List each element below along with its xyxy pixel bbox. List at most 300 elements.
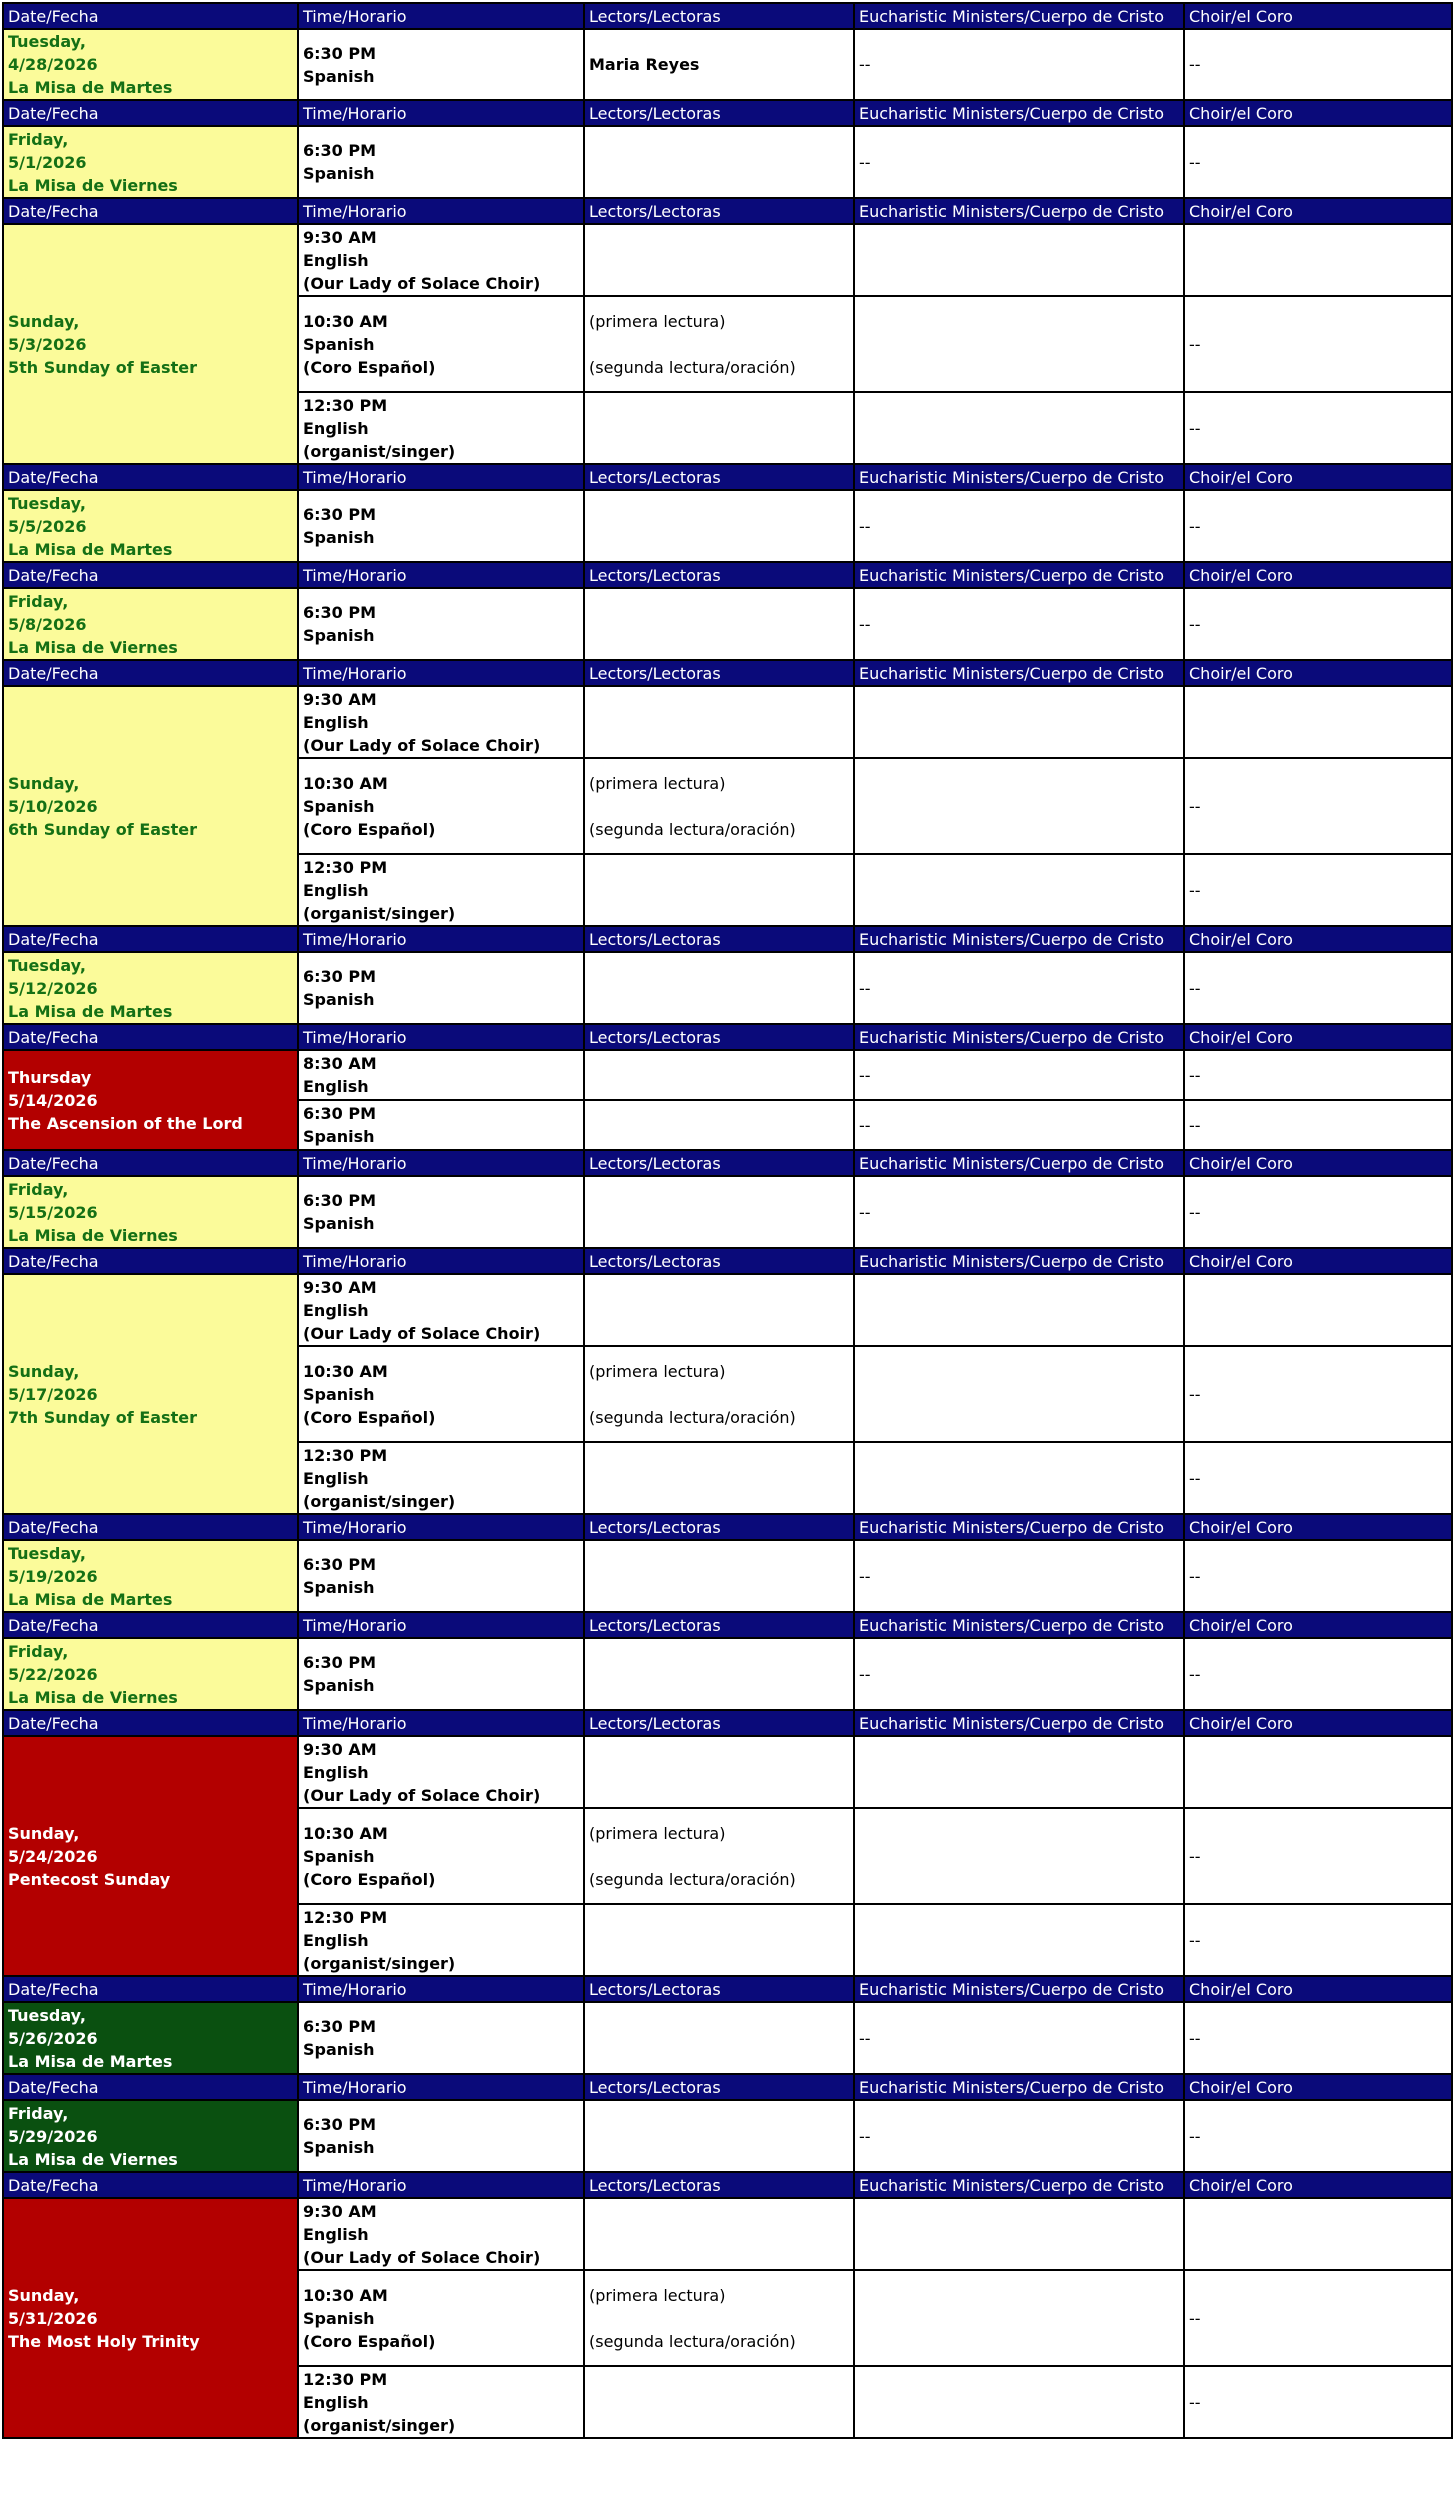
lectors-line [589,333,849,356]
header-lectors: Lectors/Lectoras [584,3,854,29]
header-date: Date/Fecha [3,1612,298,1638]
time-line: (Coro Español) [303,2331,436,2351]
eucharistic-ministers-cell[interactable] [854,296,1184,392]
header-eucharistic-ministers: Eucharistic Ministers/Cuerpo de Cristo [854,1710,1184,1736]
date-line: Thursday [8,1067,92,1087]
eucharistic-ministers-cell[interactable] [854,1904,1184,1976]
header-time: Time/Horario [298,3,584,29]
header-time: Time/Horario [298,464,584,490]
date-line: The Most Holy Trinity [8,2331,200,2351]
mass-row [3,1050,1452,1100]
choir-cell[interactable]: -- [1184,490,1452,562]
lectors-cell[interactable] [584,2366,854,2438]
time-line: English [303,712,369,732]
lectors-line: (segunda lectura/oración) [589,1407,796,1427]
eucharistic-ministers-cell[interactable]: -- [854,126,1184,198]
lectors-cell[interactable] [584,1736,854,1808]
eucharistic-ministers-cell[interactable]: -- [854,1540,1184,1612]
header-eucharistic-ministers: Eucharistic Ministers/Cuerpo de Cristo [854,100,1184,126]
date-cell [3,1736,298,1976]
time-line: (Our Lady of Solace Choir) [303,735,541,755]
header-lectors: Lectors/Lectoras [584,1976,854,2002]
date-line: 5th Sunday of Easter [8,357,197,377]
date-cell [3,686,298,926]
eucharistic-ministers-cell[interactable] [854,1274,1184,1346]
date-cell [3,2002,298,2074]
eucharistic-ministers-cell[interactable] [854,1736,1184,1808]
eucharistic-ministers-cell[interactable]: -- [854,952,1184,1024]
choir-cell[interactable]: -- [1184,1050,1452,1100]
time-line: Spanish [303,528,375,547]
header-lectors: Lectors/Lectoras [584,1710,854,1736]
date-line: 5/8/2026 [8,614,87,634]
lectors-cell[interactable] [584,2002,854,2074]
date-line: Tuesday, [8,1543,86,1563]
header-choir: Choir/el Coro [1184,100,1452,126]
lectors-cell[interactable] [584,1904,854,1976]
header-eucharistic-ministers: Eucharistic Ministers/Cuerpo de Cristo [854,562,1184,588]
header-date: Date/Fecha [3,562,298,588]
date-cell [3,2198,298,2438]
header-lectors: Lectors/Lectoras [584,1248,854,1274]
choir-cell[interactable]: -- [1184,1638,1452,1710]
time-cell [298,2366,584,2438]
time-line: English [303,418,369,438]
time-cell [298,1346,584,1442]
lectors-cell[interactable] [584,392,854,464]
date-line: Friday, [8,2103,69,2123]
lectors-cell[interactable] [584,2270,854,2366]
date-line: La Misa de Martes [8,78,173,97]
choir-cell[interactable]: -- [1184,1100,1452,1150]
eucharistic-ministers-cell[interactable]: -- [854,1050,1184,1100]
time-line: 12:30 PM [303,1445,388,1465]
header-row [3,100,1452,126]
date-cell [3,224,298,464]
mass-row [3,224,1452,296]
header-choir: Choir/el Coro [1184,2172,1452,2198]
header-date: Date/Fecha [3,2074,298,2100]
time-line: Spanish [303,2138,375,2157]
eucharistic-ministers-cell[interactable]: -- [854,1638,1184,1710]
lectors-cell[interactable] [584,2100,854,2172]
time-line: 10:30 AM [303,2285,388,2305]
header-lectors: Lectors/Lectoras [584,464,854,490]
time-cell [298,2270,584,2366]
date-cell [3,29,298,100]
header-lectors: Lectors/Lectoras [584,1024,854,1050]
date-line: La Misa de Martes [8,1001,173,1021]
header-date: Date/Fecha [3,198,298,224]
header-eucharistic-ministers: Eucharistic Ministers/Cuerpo de Cristo [854,926,1184,952]
time-line: English [303,1468,369,1488]
eucharistic-ministers-cell[interactable]: -- [854,588,1184,660]
choir-cell[interactable]: -- [1184,1346,1452,1442]
date-line: 5/15/2026 [8,1202,98,1222]
header-lectors: Lectors/Lectoras [584,1514,854,1540]
header-choir: Choir/el Coro [1184,198,1452,224]
lectors-cell[interactable] [584,1808,854,1904]
time-line: Spanish [303,796,375,816]
time-line: 6:30 PM [303,1104,377,1123]
date-line: Friday, [8,1641,69,1661]
choir-cell[interactable]: -- [1184,952,1452,1024]
lectors-cell[interactable] [584,1540,854,1612]
header-time: Time/Horario [298,2074,584,2100]
date-line: Sunday, [8,1823,80,1843]
time-line: Spanish [303,1846,375,1866]
header-eucharistic-ministers: Eucharistic Ministers/Cuerpo de Cristo [854,660,1184,686]
header-choir: Choir/el Coro [1184,1710,1452,1736]
header-row [3,1612,1452,1638]
header-row [3,1514,1452,1540]
choir-cell[interactable]: -- [1184,2366,1452,2438]
date-line: La Misa de Viernes [8,1225,178,1245]
time-line: (Our Lady of Solace Choir) [303,2247,541,2267]
mass-row [3,2100,1452,2172]
lectors-line: (primera lectura) [589,311,726,331]
mass-row [3,2198,1452,2270]
date-line: Tuesday, [8,955,86,975]
date-line: La Misa de Martes [8,1589,173,1609]
time-cell [298,296,584,392]
header-row [3,926,1452,952]
lectors-line: (segunda lectura/oración) [589,357,796,377]
time-line: 9:30 AM [303,1739,377,1759]
mass-row [3,1736,1452,1808]
date-line: Tuesday, [8,32,86,51]
lectors-cell[interactable] [584,758,854,854]
date-line: 5/17/2026 [8,1384,98,1404]
mass-row [3,1274,1452,1346]
header-row [3,464,1452,490]
lectors-cell[interactable] [584,952,854,1024]
lectors-cell[interactable] [584,588,854,660]
time-line: 12:30 PM [303,395,388,415]
header-time: Time/Horario [298,1024,584,1050]
time-line: 6:30 PM [303,43,377,63]
date-cell [3,1050,298,1150]
lectors-line [589,795,849,818]
date-line: 5/1/2026 [8,152,87,172]
time-line: English [303,1930,369,1950]
lectors-line: (segunda lectura/oración) [589,2331,796,2351]
choir-cell[interactable]: -- [1184,296,1452,392]
header-eucharistic-ministers: Eucharistic Ministers/Cuerpo de Cristo [854,1248,1184,1274]
eucharistic-ministers-cell[interactable] [854,392,1184,464]
time-line: (Coro Español) [303,1869,436,1889]
header-row [3,1976,1452,2002]
eucharistic-ministers-cell[interactable] [854,224,1184,296]
time-line: Spanish [303,164,375,183]
time-line: 9:30 AM [303,2201,377,2221]
choir-cell[interactable]: -- [1184,1540,1452,1612]
header-date: Date/Fecha [3,660,298,686]
time-cell [298,1176,584,1248]
header-date: Date/Fecha [3,464,298,490]
time-line: Spanish [303,66,375,86]
choir-cell[interactable] [1184,224,1452,296]
lectors-cell[interactable] [584,29,854,100]
choir-cell[interactable]: -- [1184,758,1452,854]
time-line: 6:30 PM [303,603,377,622]
header-choir: Choir/el Coro [1184,1248,1452,1274]
time-line: (organist/singer) [303,1953,456,1973]
eucharistic-ministers-cell[interactable]: -- [854,29,1184,100]
header-date: Date/Fecha [3,2172,298,2198]
header-time: Time/Horario [298,1248,584,1274]
time-cell [298,1808,584,1904]
mass-row [3,588,1452,660]
date-line: 5/26/2026 [8,2028,98,2048]
time-line: Spanish [303,1676,375,1695]
time-line: Spanish [303,626,375,645]
time-cell [298,126,584,198]
mass-row [3,1638,1452,1710]
time-line: 9:30 AM [303,1277,377,1297]
header-date: Date/Fecha [3,1710,298,1736]
header-lectors: Lectors/Lectoras [584,562,854,588]
header-choir: Choir/el Coro [1184,1514,1452,1540]
choir-cell[interactable]: -- [1184,1442,1452,1514]
header-row [3,562,1452,588]
header-time: Time/Horario [298,1150,584,1176]
eucharistic-ministers-cell[interactable] [854,686,1184,758]
time-cell [298,1540,584,1612]
time-line: English [303,880,369,900]
date-line: Sunday, [8,1361,80,1381]
choir-cell[interactable]: -- [1184,126,1452,198]
header-time: Time/Horario [298,100,584,126]
time-line: 6:30 PM [303,2017,377,2036]
eucharistic-ministers-cell[interactable] [854,854,1184,926]
header-lectors: Lectors/Lectoras [584,1612,854,1638]
lectors-cell[interactable] [584,1100,854,1150]
header-eucharistic-ministers: Eucharistic Ministers/Cuerpo de Cristo [854,3,1184,29]
eucharistic-ministers-cell[interactable]: -- [854,2100,1184,2172]
lectors-cell[interactable] [584,1346,854,1442]
time-cell [298,1904,584,1976]
header-choir: Choir/el Coro [1184,1150,1452,1176]
time-line: 12:30 PM [303,1907,388,1927]
choir-cell[interactable]: -- [1184,1176,1452,1248]
header-choir: Choir/el Coro [1184,1976,1452,2002]
date-line: La Misa de Martes [8,2051,173,2071]
lectors-cell[interactable] [584,490,854,562]
eucharistic-ministers-cell[interactable] [854,1442,1184,1514]
time-line: (Coro Español) [303,819,436,839]
date-line: 5/5/2026 [8,516,87,536]
header-eucharistic-ministers: Eucharistic Ministers/Cuerpo de Cristo [854,1150,1184,1176]
choir-cell[interactable] [1184,686,1452,758]
lectors-cell[interactable] [584,2198,854,2270]
choir-cell[interactable] [1184,1274,1452,1346]
date-line: Pentecost Sunday [8,1869,171,1889]
choir-cell[interactable] [1184,1736,1452,1808]
header-date: Date/Fecha [3,926,298,952]
date-line: The Ascension of the Lord [8,1113,243,1133]
time-cell [298,758,584,854]
date-line: 5/10/2026 [8,796,98,816]
choir-cell[interactable]: -- [1184,854,1452,926]
header-time: Time/Horario [298,2172,584,2198]
choir-cell[interactable]: -- [1184,2100,1452,2172]
eucharistic-ministers-cell[interactable] [854,758,1184,854]
header-choir: Choir/el Coro [1184,562,1452,588]
header-lectors: Lectors/Lectoras [584,1150,854,1176]
time-line: 10:30 AM [303,773,388,793]
time-cell [298,1274,584,1346]
time-line: 6:30 PM [303,1555,377,1574]
date-line: 5/3/2026 [8,334,87,354]
header-row [3,1710,1452,1736]
time-line: 9:30 AM [303,689,377,709]
time-cell [298,1736,584,1808]
header-date: Date/Fecha [3,1150,298,1176]
time-line: (Our Lady of Solace Choir) [303,1323,541,1343]
date-cell [3,1638,298,1710]
date-cell [3,490,298,562]
header-row [3,2172,1452,2198]
header-eucharistic-ministers: Eucharistic Ministers/Cuerpo de Cristo [854,1024,1184,1050]
time-cell [298,1442,584,1514]
header-choir: Choir/el Coro [1184,2074,1452,2100]
time-cell [298,2100,584,2172]
eucharistic-ministers-cell[interactable] [854,1346,1184,1442]
time-line: English [303,2392,369,2412]
time-line: English [303,1762,369,1782]
lectors-cell[interactable] [584,1050,854,1100]
eucharistic-ministers-cell[interactable]: -- [854,1100,1184,1150]
time-line: Spanish [303,1214,375,1233]
header-row [3,1150,1452,1176]
time-cell [298,2198,584,2270]
header-choir: Choir/el Coro [1184,1024,1452,1050]
time-line: 8:30 AM [303,1054,377,1073]
header-lectors: Lectors/Lectoras [584,926,854,952]
lectors-line: (primera lectura) [589,1361,726,1381]
header-date: Date/Fecha [3,3,298,29]
time-line: 10:30 AM [303,1823,388,1843]
choir-cell[interactable] [1184,2198,1452,2270]
header-lectors: Lectors/Lectoras [584,660,854,686]
time-line: 10:30 AM [303,311,388,331]
choir-cell[interactable]: -- [1184,1904,1452,1976]
eucharistic-ministers-cell[interactable] [854,2270,1184,2366]
time-line: Spanish [303,1127,375,1146]
time-line: English [303,250,369,270]
date-cell [3,126,298,198]
eucharistic-ministers-cell[interactable]: -- [854,490,1184,562]
eucharistic-ministers-cell[interactable]: -- [854,1176,1184,1248]
lectors-line: (primera lectura) [589,773,726,793]
header-row [3,660,1452,686]
header-eucharistic-ministers: Eucharistic Ministers/Cuerpo de Cristo [854,198,1184,224]
lectors-line: (segunda lectura/oración) [589,1869,796,1889]
date-line: Tuesday, [8,493,86,513]
date-line: 5/31/2026 [8,2308,98,2328]
lectors-line: (segunda lectura/oración) [589,819,796,839]
schedule-table [2,2,1453,2439]
date-cell [3,1540,298,1612]
eucharistic-ministers-cell[interactable] [854,1808,1184,1904]
header-eucharistic-ministers: Eucharistic Ministers/Cuerpo de Cristo [854,1976,1184,2002]
date-line: 5/12/2026 [8,978,98,998]
lectors-cell[interactable] [584,1442,854,1514]
time-line: (organist/singer) [303,441,456,461]
choir-cell[interactable]: -- [1184,1808,1452,1904]
date-line: 5/29/2026 [8,2126,98,2146]
time-cell [298,29,584,100]
header-choir: Choir/el Coro [1184,926,1452,952]
lectors-cell[interactable] [584,1274,854,1346]
time-cell [298,224,584,296]
time-line: 10:30 AM [303,1361,388,1381]
choir-cell[interactable]: -- [1184,588,1452,660]
eucharistic-ministers-cell[interactable]: -- [854,2002,1184,2074]
date-cell [3,1274,298,1514]
date-line: 4/28/2026 [8,55,98,74]
time-line: Spanish [303,1384,375,1404]
choir-cell[interactable]: -- [1184,2270,1452,2366]
time-line: Spanish [303,334,375,354]
time-line: (organist/singer) [303,1491,456,1511]
lectors-line: Maria Reyes [589,55,700,74]
lectors-cell[interactable] [584,1638,854,1710]
lectors-cell[interactable] [584,126,854,198]
date-cell [3,2100,298,2172]
choir-cell[interactable]: -- [1184,2002,1452,2074]
time-cell [298,686,584,758]
header-eucharistic-ministers: Eucharistic Ministers/Cuerpo de Cristo [854,1612,1184,1638]
eucharistic-ministers-cell[interactable] [854,2366,1184,2438]
header-date: Date/Fecha [3,1248,298,1274]
date-line: Friday, [8,591,69,611]
header-time: Time/Horario [298,198,584,224]
header-eucharistic-ministers: Eucharistic Ministers/Cuerpo de Cristo [854,1514,1184,1540]
time-line: English [303,2224,369,2244]
date-line: 5/14/2026 [8,1090,98,1110]
lectors-cell[interactable] [584,224,854,296]
header-lectors: Lectors/Lectoras [584,2074,854,2100]
choir-cell[interactable]: -- [1184,392,1452,464]
time-line: (organist/singer) [303,2415,456,2435]
choir-cell[interactable]: -- [1184,29,1452,100]
header-time: Time/Horario [298,1514,584,1540]
lectors-line: (primera lectura) [589,2285,726,2305]
lectors-cell[interactable] [584,854,854,926]
lectors-cell[interactable] [584,1176,854,1248]
time-line: 12:30 PM [303,857,388,877]
time-line: Spanish [303,990,375,1009]
time-cell [298,392,584,464]
date-cell [3,952,298,1024]
header-lectors: Lectors/Lectoras [584,198,854,224]
lectors-cell[interactable] [584,686,854,758]
time-cell [298,854,584,926]
date-line: 5/19/2026 [8,1566,98,1586]
eucharistic-ministers-cell[interactable] [854,2198,1184,2270]
header-eucharistic-ministers: Eucharistic Ministers/Cuerpo de Cristo [854,464,1184,490]
date-line: La Misa de Viernes [8,2149,178,2169]
lectors-cell[interactable] [584,296,854,392]
header-date: Date/Fecha [3,1024,298,1050]
header-choir: Choir/el Coro [1184,660,1452,686]
header-row [3,198,1452,224]
time-line: 9:30 AM [303,227,377,247]
header-time: Time/Horario [298,1710,584,1736]
date-line: Sunday, [8,311,80,331]
